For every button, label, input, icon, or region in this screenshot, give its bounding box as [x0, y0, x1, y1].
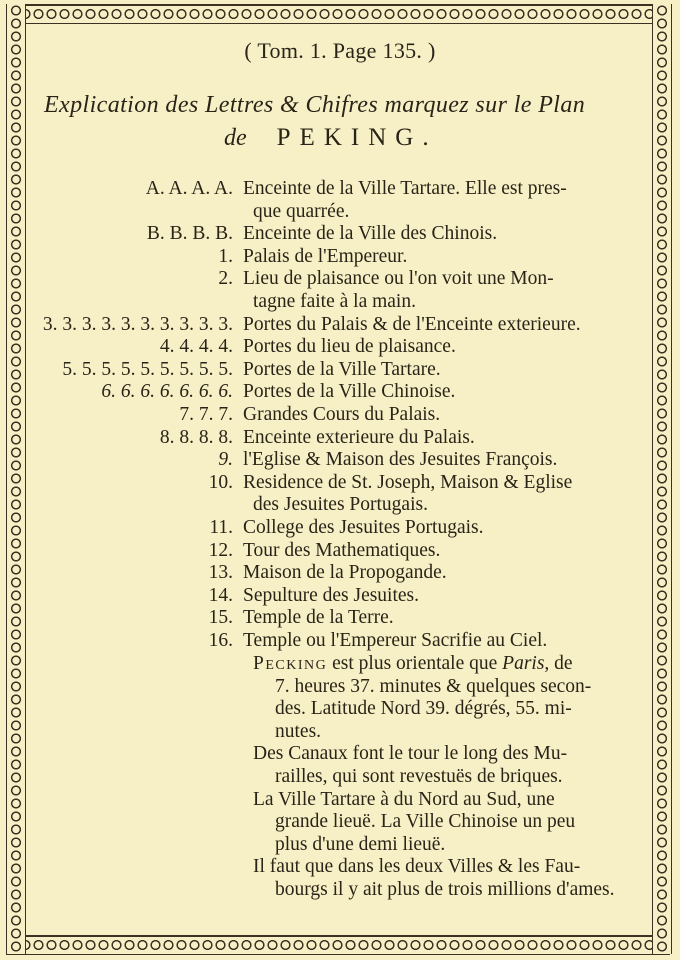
- legend-description-line: Enceinte de la Ville Tartare. Elle est pres-: [243, 178, 567, 199]
- legend-description-line: l'Eglise & Maison des Jesuites François.: [243, 449, 558, 471]
- legend-description: [243, 178, 628, 223]
- legend-entry: [0, 381, 680, 404]
- legend-label: 14.: [208, 584, 233, 606]
- title-line-2: [224, 124, 438, 152]
- legend-label: A. A. A. A.: [145, 178, 233, 199]
- legend-label: 2.: [218, 268, 233, 290]
- legend-description: [243, 268, 628, 313]
- legend-description: [243, 246, 628, 269]
- legend-entry: [0, 427, 680, 450]
- legend-entry: [0, 314, 680, 337]
- legend-label: 11.: [209, 516, 233, 538]
- legend-list: [0, 178, 680, 652]
- legend-description-line: Residence de St. Joseph, Maison & Eglise: [243, 471, 573, 493]
- legend-entry: [0, 540, 680, 563]
- legend-description-line: Sepulture des Jesuites.: [243, 584, 420, 606]
- title-de: de: [224, 125, 247, 151]
- legend-entry: [0, 517, 680, 540]
- note-line: 7. heures 37. minutes & quelques secon-: [275, 675, 592, 697]
- note-pecking-line-1: [253, 653, 638, 676]
- note-line: bourgs il y ait plus de trois millions d'ames.: [275, 878, 615, 900]
- title-city: PEKING.: [276, 124, 438, 151]
- note-city: Pecking: [253, 653, 328, 674]
- legend-entry: [0, 359, 680, 382]
- ornamental-border-bottom: [6, 935, 670, 955]
- legend-description: [243, 336, 628, 359]
- legend-description-line: Grandes Cours du Palais.: [243, 403, 441, 425]
- note-line: Des Canaux font le tour le long des Mu-: [253, 743, 568, 765]
- legend-label: 3. 3. 3. 3. 3. 3. 3. 3. 3. 3.: [42, 313, 233, 335]
- legend-description: [243, 562, 628, 585]
- legend-label: 1.: [218, 245, 233, 267]
- legend-label: 9.: [218, 449, 233, 471]
- note-pecking: [253, 653, 638, 743]
- legend-entry: [0, 562, 680, 585]
- legend-description: [243, 607, 628, 630]
- legend-entry: [0, 223, 680, 246]
- legend-entry: [0, 449, 680, 472]
- note-ville: [253, 789, 638, 857]
- legend-description-line: des Jesuites Portugais.: [253, 494, 428, 516]
- legend-entry: [0, 404, 680, 427]
- note-population: [253, 856, 638, 901]
- legend-entry: [0, 246, 680, 269]
- legend-label: 15.: [208, 607, 233, 629]
- title-line-1: Explication des Lettres & Chifres marquez sur le Plan: [44, 92, 586, 118]
- legend-description: [243, 381, 628, 404]
- legend-label: 10.: [208, 471, 233, 493]
- note-text: de: [554, 653, 573, 674]
- legend-entry: [0, 268, 680, 313]
- note-paris: Paris,: [502, 653, 550, 674]
- legend-label: B. B. B. B.: [146, 223, 233, 245]
- legend-label: 7. 7. 7.: [179, 403, 233, 425]
- legend-entry: [0, 630, 680, 653]
- legend-description: [243, 540, 628, 563]
- note-line: railles, qui sont revestuës de briques.: [275, 765, 563, 787]
- legend-description: [243, 223, 628, 246]
- note-text: est plus orientale que: [332, 653, 498, 674]
- note-line: La Ville Tartare à du Nord au Sud, une: [253, 788, 555, 810]
- legend-description: [243, 585, 628, 608]
- note-line: Il faut que dans les deux Villes & les Fau-: [253, 856, 581, 878]
- legend-label: 13.: [208, 562, 233, 584]
- legend-label: 16.: [208, 629, 233, 651]
- legend-description: [243, 359, 628, 382]
- legend-description-line: Enceinte de la Ville des Chinois.: [243, 223, 498, 245]
- legend-description: [243, 427, 628, 450]
- legend-entry: [0, 336, 680, 359]
- legend-description-line: Enceinte exterieure du Palais.: [243, 426, 475, 448]
- legend-entry: [0, 472, 680, 517]
- page-reference: ( Tom. 1. Page 135. ): [244, 38, 436, 63]
- ornamental-border-top: [6, 4, 670, 24]
- note-line: grande lieuë. La Ville Chinoise un peu: [275, 811, 576, 833]
- legend-description: [243, 449, 628, 472]
- legend-description: [243, 314, 628, 337]
- legend-description: [243, 517, 628, 540]
- legend-description-line: Portes du Palais & de l'Enceinte exterieure.: [243, 313, 581, 335]
- legend-description-line: College des Jesuites Portugais.: [243, 516, 484, 538]
- legend-description: [243, 630, 628, 653]
- legend-entry: [0, 178, 680, 223]
- note-line: nutes.: [275, 720, 322, 742]
- legend-label: 5. 5. 5. 5. 5. 5. 5. 5. 5.: [62, 358, 233, 380]
- legend-description-line: Portes de la Ville Chinoise.: [243, 381, 456, 403]
- legend-description-line: tagne faite à la main.: [253, 290, 416, 312]
- notes-block: [253, 653, 638, 902]
- legend-description-line: Portes de la Ville Tartare.: [243, 358, 441, 380]
- legend-label: 8. 8. 8. 8.: [159, 426, 233, 448]
- legend-label: 6. 6. 6. 6. 6. 6. 6.: [101, 381, 233, 403]
- legend-entry: [0, 607, 680, 630]
- legend-label: 12.: [208, 539, 233, 561]
- note-line: des. Latitude Nord 39. dégrés, 55. mi-: [275, 698, 572, 720]
- note-canaux: [253, 743, 638, 788]
- legend-description-line: Maison de la Propogande.: [243, 562, 447, 584]
- legend-description: [243, 472, 628, 517]
- legend-description: [243, 404, 628, 427]
- legend-description-line: Temple de la Terre.: [243, 607, 394, 629]
- legend-description-line: Temple ou l'Empereur Sacrifie au Ciel.: [243, 629, 548, 651]
- legend-description-line: Portes du lieu de plaisance.: [243, 336, 456, 358]
- legend-description-line: Lieu de plaisance ou l'on voit une Mon-: [243, 268, 554, 290]
- legend-description-line: Tour des Mathematiques.: [243, 539, 441, 561]
- legend-description-line: que quarrée.: [253, 200, 350, 222]
- legend-label: 4. 4. 4. 4.: [159, 336, 233, 358]
- legend-description-line: Palais de l'Empereur.: [243, 245, 408, 267]
- note-line: plus d'une demi lieuë.: [275, 833, 446, 855]
- legend-entry: [0, 585, 680, 608]
